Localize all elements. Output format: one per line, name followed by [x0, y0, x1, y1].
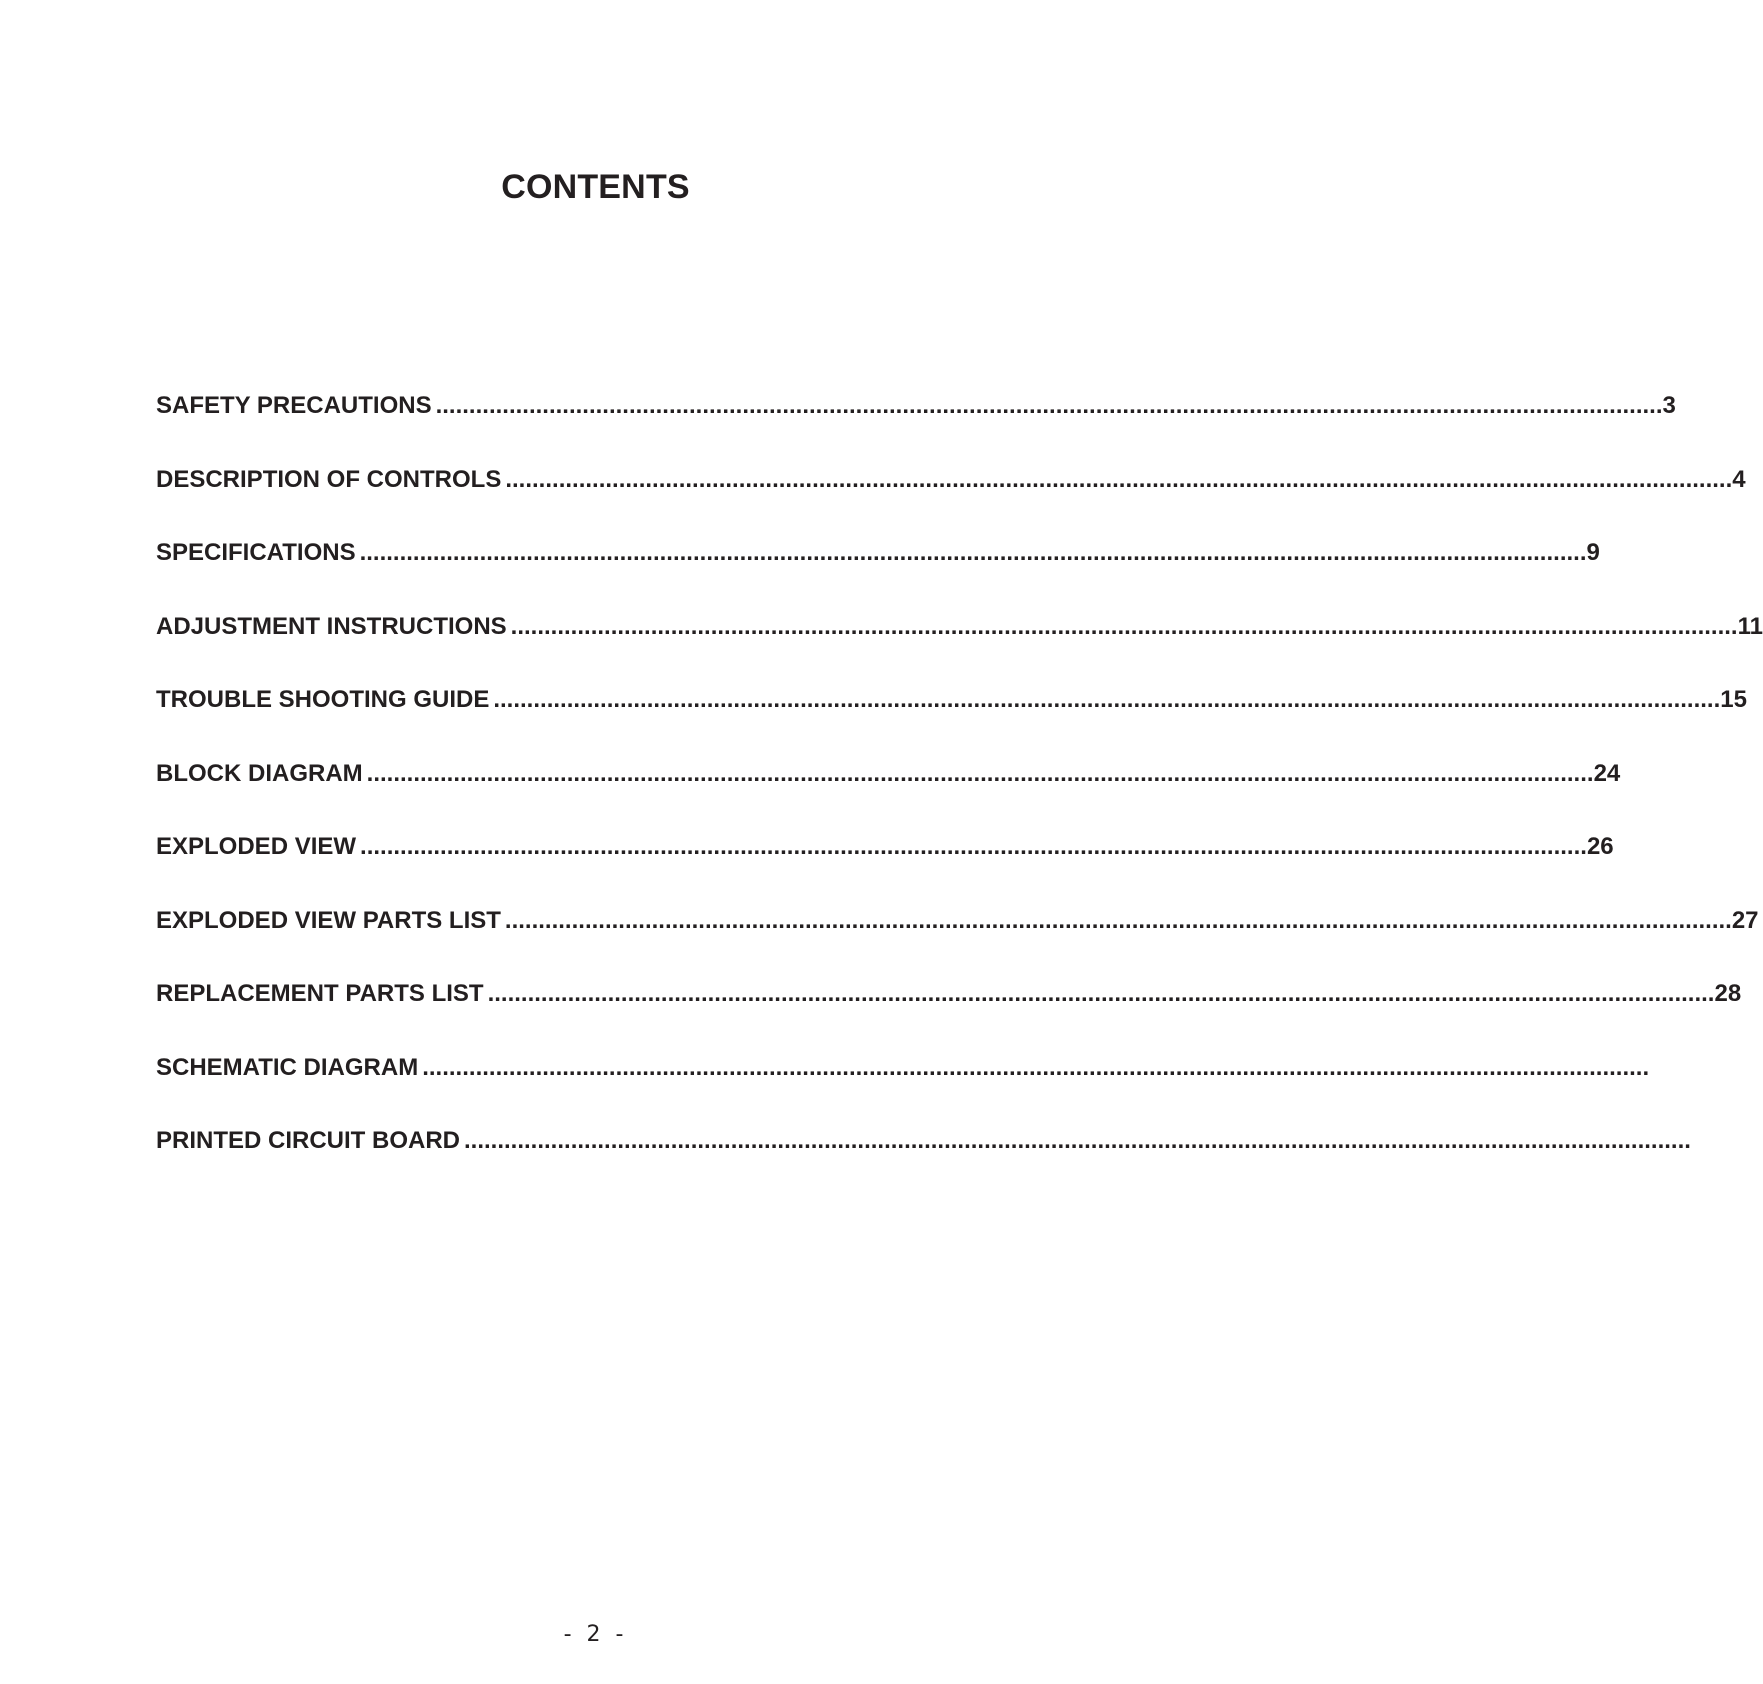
toc-entry-label: SCHEMATIC DIAGRAM	[156, 1053, 419, 1081]
toc-entry-exploded-view-parts-list[interactable]	[156, 906, 1759, 981]
toc-entry-page: 26	[1586, 833, 1614, 860]
dot-leader: ........................................................................................................................................................................................	[510, 612, 1738, 640]
toc-entry-label: EXPLODED VIEW PARTS LIST	[156, 906, 501, 934]
dot-leader: ........................................................................................................................................................................................	[504, 906, 1732, 934]
toc-entry-label: PRINTED CIRCUIT BOARD	[156, 1127, 460, 1154]
dot-leader: ........................................................................................................................................................................................	[360, 833, 1587, 860]
dot-leader: ........................................................................................................................................................................................	[359, 539, 1587, 566]
toc-entry-label: BLOCK DIAGRAM	[156, 759, 363, 787]
toc-entry-label: SPECIFICATIONS	[156, 539, 356, 566]
dot-leader: ........................................................................................................................................................................................	[422, 1053, 1650, 1081]
dot-leader: ........................................................................................................................................................................................	[487, 980, 1715, 1007]
toc-entry-exploded-view[interactable]	[156, 833, 1614, 907]
toc-entry-page: 4	[1732, 465, 1746, 493]
page-title: CONTENTS	[501, 168, 690, 206]
dot-leader: ........................................................................................................................................................................................	[366, 759, 1594, 787]
dot-leader: ........................................................................................................................................................................................	[464, 1127, 1691, 1154]
toc-entry-page: 9	[1586, 539, 1600, 566]
toc-entry-specifications[interactable]	[156, 539, 1600, 613]
toc-entry-page: 27	[1731, 906, 1759, 934]
toc-entry-label: SAFETY PRECAUTIONS	[156, 392, 432, 419]
page-number: - 2 -	[563, 1622, 628, 1647]
toc-entry-printed-circuit-board[interactable]	[156, 1127, 1691, 1201]
toc-entry-block-diagram[interactable]	[156, 759, 1621, 834]
toc-entry-page: 15	[1720, 686, 1747, 713]
toc-entry-replacement-parts-list[interactable]	[156, 980, 1742, 1054]
toc-entry-safety-precautions[interactable]	[156, 392, 1676, 466]
dot-leader: ........................................................................................................................................................................................	[505, 465, 1733, 493]
toc-entry-trouble-shooting-guide[interactable]	[156, 686, 1747, 760]
toc-entry-label: TROUBLE SHOOTING GUIDE	[156, 686, 490, 713]
table-of-contents	[156, 392, 1763, 1201]
toc-entry-page: 28	[1714, 980, 1742, 1007]
dot-leader: ........................................................................................................................................................................................	[435, 392, 1663, 419]
dot-leader: ........................................................................................................................................................................................	[493, 686, 1721, 713]
toc-entry-label: DESCRIPTION OF CONTROLS	[156, 465, 502, 493]
toc-entry-schematic-diagram[interactable]	[156, 1053, 1650, 1128]
toc-entry-page: 3	[1662, 392, 1676, 419]
toc-entry-label: ADJUSTMENT INSTRUCTIONS	[156, 612, 507, 640]
toc-entry-label: EXPLODED VIEW	[156, 833, 357, 860]
toc-entry-description-of-controls[interactable]	[156, 465, 1746, 540]
toc-entry-label: REPLACEMENT PARTS LIST	[156, 980, 484, 1007]
toc-entry-adjustment-instructions[interactable]	[156, 612, 1763, 687]
toc-entry-page: 11	[1737, 612, 1763, 640]
toc-entry-page: 24	[1593, 759, 1621, 787]
